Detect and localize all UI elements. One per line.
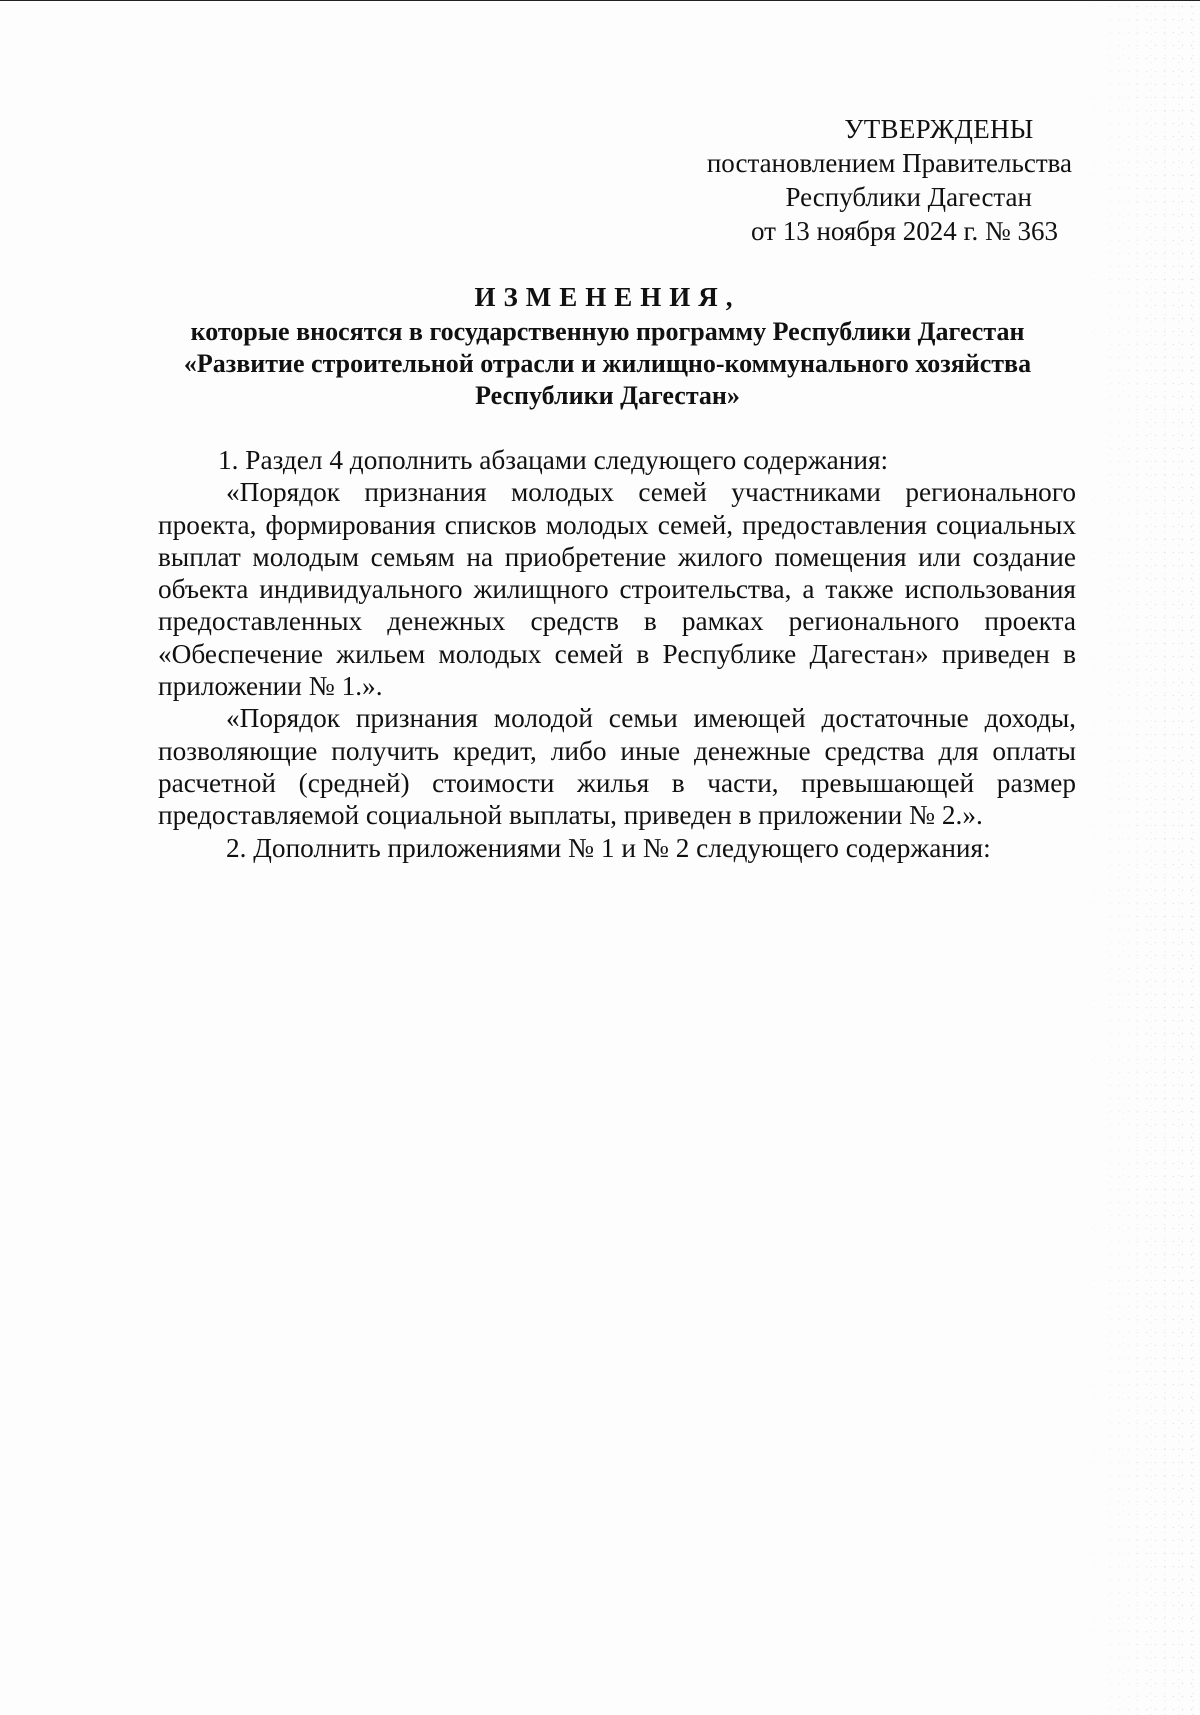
paragraph-section-4: 1. Раздел 4 дополнить абзацами следующего содержания:: [218, 445, 889, 475]
document-subtitle: которые вносятся в государственную программу Республики Дагестан «Развитие строительной отрасли и жилищно-коммунального хозяйства Республики Дагестан»: [183, 317, 1032, 410]
document-body: [158, 444, 1076, 864]
scan-top-edge: [0, 0, 1200, 1]
approval-line-date-number: от 13 ноября 2024 г. № 363: [751, 216, 1058, 246]
scan-noise: [1070, 0, 1200, 1715]
approval-line-resolution: постановлением Правительства: [706, 148, 1072, 178]
document-title: ИЗМЕНЕНИЯ,: [474, 282, 741, 312]
approval-title: УТВЕРЖДЕНЫ: [844, 114, 1034, 144]
paragraph-sufficient-income-procedure: «Порядок признания молодой семьи имеющей достаточные доходы, позволяющие получить кредит, либо иные денежные средства для оплаты расчетной (средней) стоимости жилья в части, превышающей размер предоставляемой социальной выплаты, приведен в приложении № 2.».: [158, 703, 1076, 831]
approval-block: [680, 112, 1080, 248]
paragraph-young-families-procedure: «Порядок признания молодых семей участниками регионального проекта, формирования списков молодых семей, предоставления социальных выплат молодым семьям на приобретение жилого помещения или создание объекта индивидуального жилищного строительства, а также использования предоставленных денежных средств в рамках регионального проекта «Обеспечение жильем молодых семей в Республике Дагестан» приведен в приложении № 1.».: [158, 477, 1076, 702]
paragraph-add-appendices: 2. Дополнить приложениями № 1 и № 2 следующего содержания:: [226, 832, 991, 863]
document-heading: [140, 280, 1075, 412]
approval-line-republic: Республики Дагестан: [785, 182, 1032, 212]
